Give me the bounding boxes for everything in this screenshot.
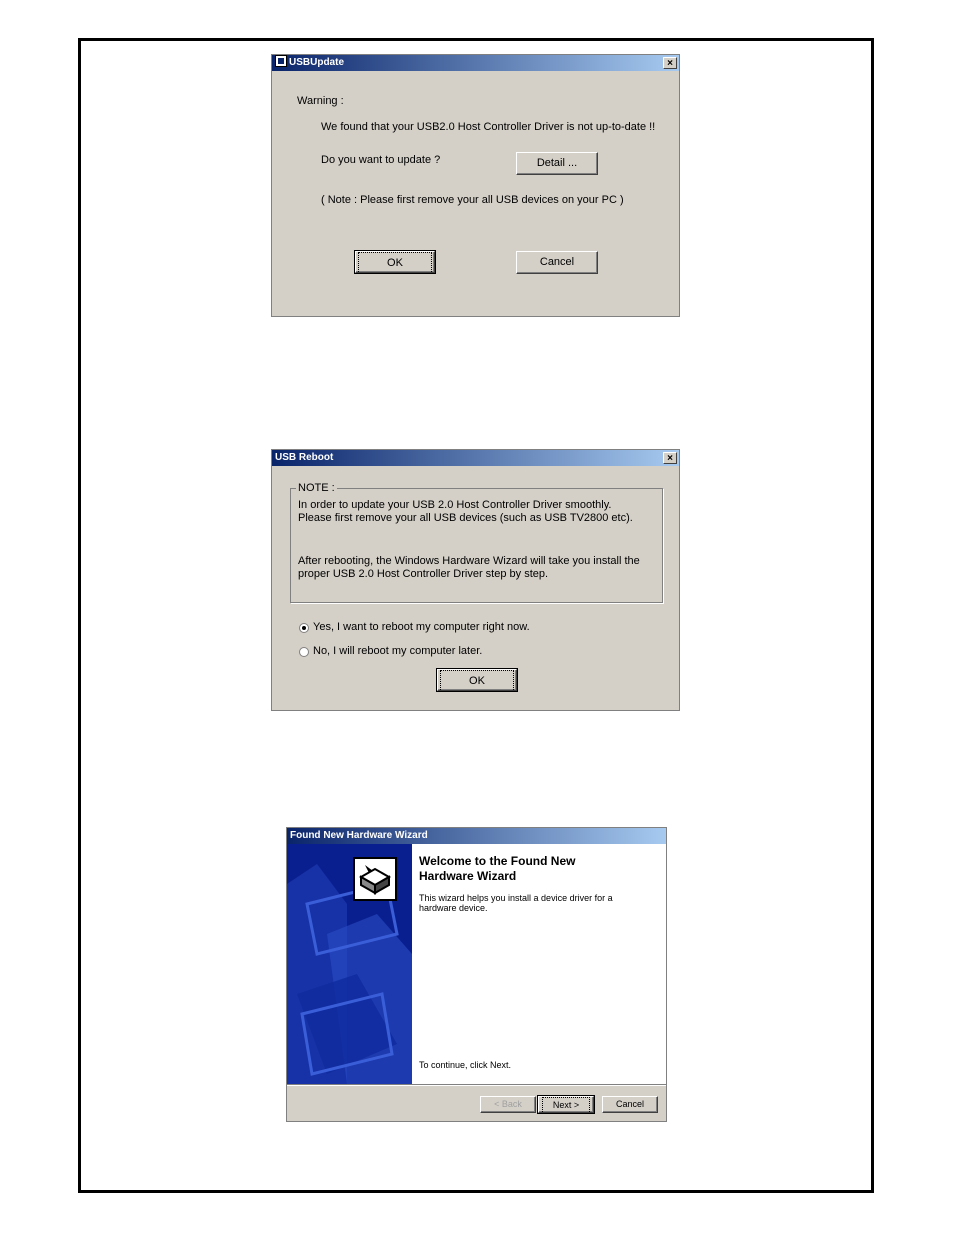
update-question: Do you want to update ? <box>321 154 441 166</box>
app-icon <box>275 55 287 67</box>
wizard-heading-1: Welcome to the Found New <box>419 854 576 868</box>
warning-label: Warning : <box>297 95 344 107</box>
wizard-desc-1: This wizard helps you install a device driver for a <box>419 893 613 903</box>
hardware-wizard-dialog <box>286 827 667 1122</box>
wizard-content <box>412 844 666 1084</box>
wizard-separator <box>287 1084 666 1086</box>
note-line-3: After rebooting, the Windows Hardware Wizard will take you install the <box>298 555 640 567</box>
dialog-title: USBUpdate <box>289 57 345 68</box>
ok-button-label: OK <box>358 252 432 274</box>
detail-button[interactable]: Detail ... <box>516 152 598 175</box>
reboot-now-label[interactable]: Yes, I want to reboot my computer right now. <box>313 621 530 633</box>
back-button[interactable]: < Back <box>480 1096 536 1113</box>
note-line-1: In order to update your USB 2.0 Host Controller Driver smoothly. <box>298 499 612 511</box>
title-bar[interactable] <box>272 450 679 466</box>
title-bar[interactable] <box>272 55 679 71</box>
ok-button[interactable] <box>437 669 517 691</box>
wizard-banner <box>287 844 412 1084</box>
dialog-title: Found New Hardware Wizard <box>290 830 428 841</box>
next-button-label: Next > <box>542 1097 590 1114</box>
ok-button-label: OK <box>440 670 514 692</box>
wizard-continue-text: To continue, click Next. <box>419 1060 512 1070</box>
cancel-button[interactable]: Cancel <box>602 1096 658 1113</box>
reboot-now-radio[interactable] <box>299 623 309 633</box>
title-bar[interactable] <box>287 828 666 844</box>
close-button[interactable]: × <box>663 452 677 464</box>
ok-button[interactable] <box>355 251 435 273</box>
note-line-2: Please first remove your all USB devices (such as USB TV2800 etc). <box>298 512 633 524</box>
reboot-later-label[interactable]: No, I will reboot my computer later. <box>313 645 483 657</box>
next-button[interactable] <box>538 1096 594 1113</box>
reboot-later-radio[interactable] <box>299 647 309 657</box>
usb-update-dialog <box>271 54 680 317</box>
usb-reboot-dialog <box>271 449 680 711</box>
note-group-label: NOTE : <box>298 482 335 494</box>
close-button[interactable]: × <box>663 57 677 69</box>
wizard-heading-2: Hardware Wizard <box>419 869 517 883</box>
note-text: ( Note : Please first remove your all USB devices on your PC ) <box>321 194 624 206</box>
dialog-title: USB Reboot <box>275 452 334 463</box>
cancel-button[interactable]: Cancel <box>516 251 598 274</box>
warning-message: We found that your USB2.0 Host Controller Driver is not up-to-date !! <box>321 121 656 133</box>
hardware-icon <box>353 857 397 901</box>
wizard-desc-2: hardware device. <box>419 903 488 913</box>
note-line-4: proper USB 2.0 Host Controller Driver step by step. <box>298 568 549 580</box>
